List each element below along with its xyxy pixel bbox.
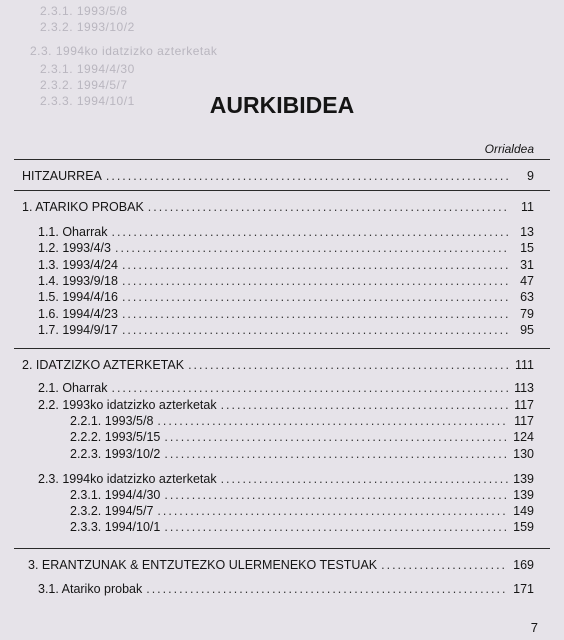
toc-entry-page: 113	[514, 381, 534, 395]
toc-entry	[70, 520, 534, 534]
toc-entry-page: 79	[520, 307, 534, 321]
toc-entry-page: 139	[513, 488, 534, 502]
dot-leader	[221, 398, 508, 412]
toc-entry-label: 3. ERANTZUNAK & ENTZUTEZKO ULERMENEKO TESTUAK	[28, 558, 378, 572]
dot-leader	[148, 200, 508, 214]
toc-entry-page: 15	[520, 241, 534, 255]
toc-entry	[38, 398, 534, 412]
toc-entry-page: 47	[520, 274, 534, 288]
toc-entry-page: 117	[514, 414, 534, 428]
page-number: 7	[530, 620, 538, 635]
toc-entry-label: 2.2.1. 1993/5/8	[70, 414, 154, 428]
toc-entry	[22, 169, 534, 183]
toc-entry-label: 1.3. 1993/4/24	[38, 258, 118, 272]
toc-entry	[38, 323, 534, 337]
toc-entry-label: 2.3. 1994ko idatzizko azterketak	[38, 472, 217, 486]
toc-entry-page: 130	[513, 447, 534, 461]
toc-entry	[22, 358, 534, 372]
toc-entry-page: 159	[513, 520, 534, 534]
toc-entry-label: 2.3.1. 1994/4/30	[70, 488, 161, 502]
toc-entry-page: 111	[514, 358, 534, 372]
toc-entry-label: 1.2. 1993/4/3	[38, 241, 111, 255]
toc-entry-label: 1.7. 1994/9/17	[38, 323, 118, 337]
dot-leader	[122, 307, 508, 321]
dot-leader	[157, 414, 508, 428]
toc-entry	[70, 414, 534, 428]
toc-entry-page: 169	[513, 558, 534, 572]
toc-entry	[70, 447, 534, 461]
divider	[14, 190, 550, 191]
page-column-label: Orrialdea	[484, 142, 534, 156]
toc-entry-page: 149	[513, 504, 534, 518]
dot-leader	[122, 274, 508, 288]
toc-entry-label: 1.5. 1994/4/16	[38, 290, 118, 304]
toc-entry	[38, 472, 534, 486]
toc-entry	[38, 225, 534, 239]
toc-entry-label: 1.4. 1993/9/18	[38, 274, 118, 288]
toc-entry	[22, 200, 534, 214]
toc-entry-page: 9	[527, 169, 534, 183]
toc-entry-label: 2.3.3. 1994/10/1	[70, 520, 161, 534]
bleed-through-line: 2.3.2. 1994/5/7	[40, 78, 128, 92]
divider	[14, 159, 550, 160]
toc-entry	[38, 258, 534, 272]
toc-entry-label: 1.6. 1994/4/23	[38, 307, 118, 321]
toc-entry-page: 171	[513, 582, 534, 596]
toc-entry-label: 2.1. Oharrak	[38, 381, 108, 395]
toc-entry-label: 2.2.3. 1993/10/2	[70, 447, 161, 461]
toc-entry	[38, 307, 534, 321]
toc-entry-page: 95	[520, 323, 534, 337]
dot-leader	[122, 323, 508, 337]
dot-leader	[115, 241, 508, 255]
toc-entry	[38, 290, 534, 304]
toc-entry-label: 2.2.2. 1993/5/15	[70, 430, 161, 444]
toc-entry	[70, 488, 534, 502]
page-title: AURKIBIDEA	[209, 92, 355, 118]
dot-leader	[146, 582, 508, 596]
bleed-through-line: 2.3.1. 1993/5/8	[40, 4, 128, 18]
dot-leader	[164, 430, 508, 444]
dot-leader	[164, 520, 508, 534]
bleed-through-line: 2.3.3. 1994/10/1	[40, 94, 135, 108]
bleed-through-line: 2.3. 1994ko idatzizko azterketak	[30, 44, 218, 58]
toc-entry-label: HITZAURREA	[22, 169, 102, 183]
dot-leader	[111, 225, 508, 239]
toc-entry-page: 139	[513, 472, 534, 486]
bleed-through-line: 2.3.2. 1993/10/2	[40, 20, 135, 34]
dot-leader	[157, 504, 508, 518]
toc-entry-label: 1.1. Oharrak	[38, 225, 108, 239]
toc-entry	[38, 582, 534, 596]
divider	[14, 348, 550, 349]
dot-leader	[381, 558, 508, 572]
dot-leader	[188, 358, 508, 372]
toc-entry-label: 2.2. 1993ko idatzizko azterketak	[38, 398, 217, 412]
bleed-through-line: 2.3.1. 1994/4/30	[40, 62, 135, 76]
divider	[14, 548, 550, 549]
toc-entry	[28, 558, 534, 572]
toc-entry-label: 1. ATARIKO PROBAK	[22, 200, 144, 214]
toc-entry-label: 2. IDATZIZKO AZTERKETAK	[22, 358, 185, 372]
toc-entry-page: 124	[513, 430, 534, 444]
toc-entry-page: 11	[521, 200, 534, 214]
toc-entry	[70, 430, 534, 444]
toc-entry-page: 31	[520, 258, 534, 272]
toc-entry	[70, 504, 534, 518]
dot-leader	[164, 447, 508, 461]
toc-entry	[38, 241, 534, 255]
toc-entry	[38, 381, 534, 395]
dot-leader	[122, 290, 508, 304]
toc-entry	[38, 274, 534, 288]
dot-leader	[221, 472, 508, 486]
dot-leader	[122, 258, 508, 272]
dot-leader	[106, 169, 508, 183]
toc-entry-page: 63	[520, 290, 534, 304]
toc-entry-page: 13	[520, 225, 534, 239]
toc-entry-page: 117	[514, 398, 534, 412]
dot-leader	[164, 488, 508, 502]
toc-entry-label: 3.1. Atariko probak	[38, 582, 143, 596]
toc-entry-label: 2.3.2. 1994/5/7	[70, 504, 154, 518]
dot-leader	[111, 381, 508, 395]
